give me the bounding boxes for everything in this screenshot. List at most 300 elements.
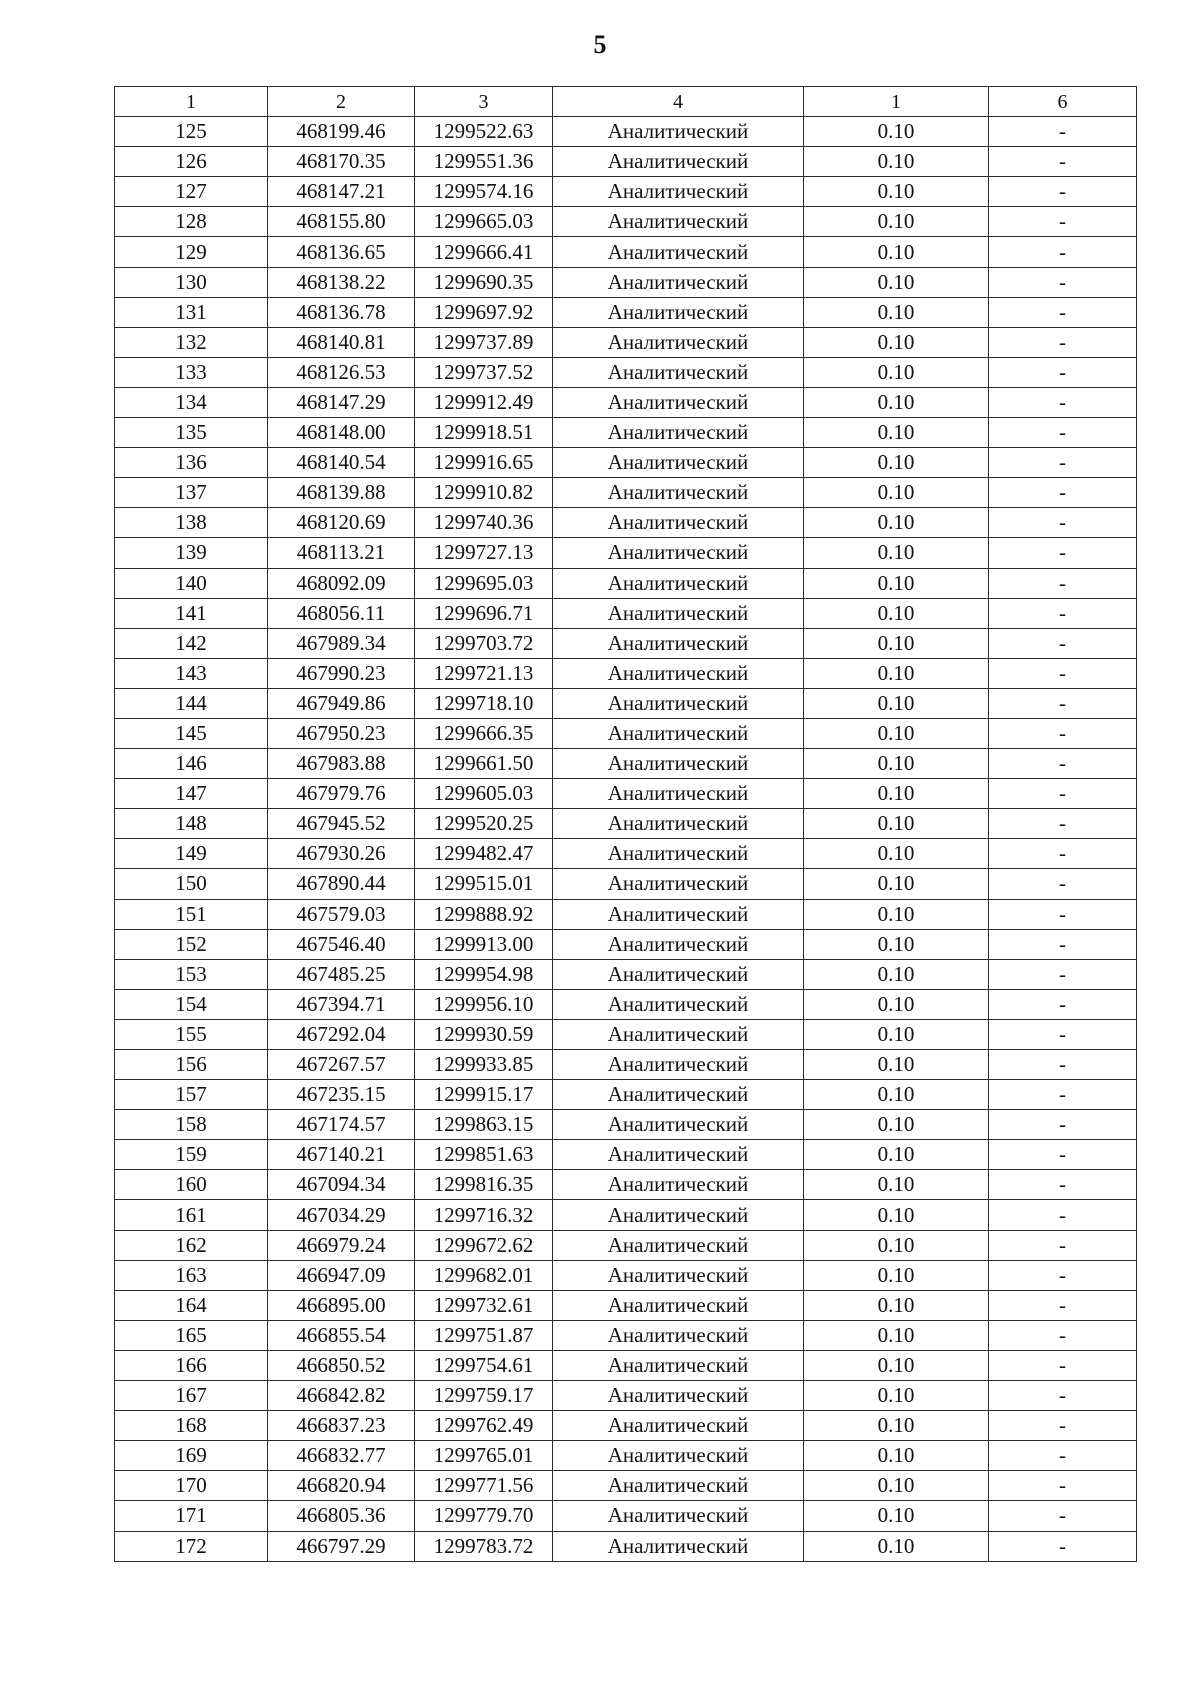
table-row xyxy=(115,929,1137,959)
point-number-cell: 143 xyxy=(115,658,268,688)
y-coordinate-cell: 1299930.59 xyxy=(415,1019,553,1049)
method-cell: Аналитический xyxy=(553,1411,804,1441)
table-row xyxy=(115,267,1137,297)
method-cell: Аналитический xyxy=(553,1471,804,1501)
table-row xyxy=(115,718,1137,748)
table-row xyxy=(115,448,1137,478)
point-number-cell: 151 xyxy=(115,899,268,929)
note-cell: - xyxy=(989,1019,1137,1049)
accuracy-cell: 0.10 xyxy=(804,598,989,628)
table-row xyxy=(115,1471,1137,1501)
method-cell: Аналитический xyxy=(553,448,804,478)
point-number-cell: 135 xyxy=(115,418,268,448)
table-row xyxy=(115,1381,1137,1411)
method-cell: Аналитический xyxy=(553,1019,804,1049)
header-cell-col2: 2 xyxy=(268,87,415,117)
table-row xyxy=(115,1411,1137,1441)
x-coordinate-cell: 467890.44 xyxy=(268,869,415,899)
point-number-cell: 128 xyxy=(115,207,268,237)
accuracy-cell: 0.10 xyxy=(804,1531,989,1561)
point-number-cell: 131 xyxy=(115,297,268,327)
note-cell: - xyxy=(989,538,1137,568)
method-cell: Аналитический xyxy=(553,779,804,809)
y-coordinate-cell: 1299816.35 xyxy=(415,1170,553,1200)
x-coordinate-cell: 466979.24 xyxy=(268,1230,415,1260)
point-number-cell: 152 xyxy=(115,929,268,959)
accuracy-cell: 0.10 xyxy=(804,929,989,959)
note-cell: - xyxy=(989,448,1137,478)
y-coordinate-cell: 1299933.85 xyxy=(415,1050,553,1080)
x-coordinate-cell: 468140.81 xyxy=(268,327,415,357)
point-number-cell: 133 xyxy=(115,357,268,387)
y-coordinate-cell: 1299910.82 xyxy=(415,478,553,508)
table-row xyxy=(115,1019,1137,1049)
table-row xyxy=(115,538,1137,568)
table-row xyxy=(115,177,1137,207)
table-header xyxy=(115,87,1137,117)
point-number-cell: 164 xyxy=(115,1290,268,1320)
table-row xyxy=(115,1320,1137,1350)
table-row xyxy=(115,297,1137,327)
method-cell: Аналитический xyxy=(553,1531,804,1561)
x-coordinate-cell: 466820.94 xyxy=(268,1471,415,1501)
table-row xyxy=(115,749,1137,779)
x-coordinate-cell: 468056.11 xyxy=(268,598,415,628)
x-coordinate-cell: 467140.21 xyxy=(268,1140,415,1170)
method-cell: Аналитический xyxy=(553,237,804,267)
page-number: 5 xyxy=(593,30,607,59)
note-cell: - xyxy=(989,418,1137,448)
y-coordinate-cell: 1299915.17 xyxy=(415,1080,553,1110)
table-row xyxy=(115,478,1137,508)
point-number-cell: 163 xyxy=(115,1260,268,1290)
note-cell: - xyxy=(989,809,1137,839)
y-coordinate-cell: 1299779.70 xyxy=(415,1501,553,1531)
table-row xyxy=(115,1200,1137,1230)
x-coordinate-cell: 468147.21 xyxy=(268,177,415,207)
accuracy-cell: 0.10 xyxy=(804,207,989,237)
note-cell: - xyxy=(989,1381,1137,1411)
point-number-cell: 141 xyxy=(115,598,268,628)
note-cell: - xyxy=(989,929,1137,959)
method-cell: Аналитический xyxy=(553,628,804,658)
accuracy-cell: 0.10 xyxy=(804,508,989,538)
x-coordinate-cell: 467235.15 xyxy=(268,1080,415,1110)
header-cell-col1: 1 xyxy=(115,87,268,117)
x-coordinate-cell: 467949.86 xyxy=(268,688,415,718)
x-coordinate-cell: 468092.09 xyxy=(268,568,415,598)
accuracy-cell: 0.10 xyxy=(804,718,989,748)
point-number-cell: 162 xyxy=(115,1230,268,1260)
x-coordinate-cell: 468170.35 xyxy=(268,147,415,177)
method-cell: Аналитический xyxy=(553,177,804,207)
x-coordinate-cell: 466895.00 xyxy=(268,1290,415,1320)
point-number-cell: 136 xyxy=(115,448,268,478)
y-coordinate-cell: 1299522.63 xyxy=(415,117,553,147)
accuracy-cell: 0.10 xyxy=(804,1350,989,1380)
y-coordinate-cell: 1299718.10 xyxy=(415,688,553,718)
point-number-cell: 161 xyxy=(115,1200,268,1230)
table-row xyxy=(115,779,1137,809)
y-coordinate-cell: 1299888.92 xyxy=(415,899,553,929)
table-row xyxy=(115,628,1137,658)
accuracy-cell: 0.10 xyxy=(804,1290,989,1320)
y-coordinate-cell: 1299682.01 xyxy=(415,1260,553,1290)
x-coordinate-cell: 468120.69 xyxy=(268,508,415,538)
table-row xyxy=(115,418,1137,448)
method-cell: Аналитический xyxy=(553,989,804,1019)
x-coordinate-cell: 467174.57 xyxy=(268,1110,415,1140)
note-cell: - xyxy=(989,1290,1137,1320)
accuracy-cell: 0.10 xyxy=(804,628,989,658)
y-coordinate-cell: 1299740.36 xyxy=(415,508,553,538)
note-cell: - xyxy=(989,1050,1137,1080)
point-number-cell: 167 xyxy=(115,1381,268,1411)
accuracy-cell: 0.10 xyxy=(804,538,989,568)
note-cell: - xyxy=(989,989,1137,1019)
note-cell: - xyxy=(989,1140,1137,1170)
x-coordinate-cell: 468148.00 xyxy=(268,418,415,448)
table-row xyxy=(115,1501,1137,1531)
point-number-cell: 134 xyxy=(115,387,268,417)
point-number-cell: 149 xyxy=(115,839,268,869)
y-coordinate-cell: 1299574.16 xyxy=(415,177,553,207)
table-row xyxy=(115,508,1137,538)
point-number-cell: 150 xyxy=(115,869,268,899)
accuracy-cell: 0.10 xyxy=(804,1230,989,1260)
method-cell: Аналитический xyxy=(553,809,804,839)
x-coordinate-cell: 467930.26 xyxy=(268,839,415,869)
x-coordinate-cell: 467979.76 xyxy=(268,779,415,809)
accuracy-cell: 0.10 xyxy=(804,1471,989,1501)
point-number-cell: 148 xyxy=(115,809,268,839)
y-coordinate-cell: 1299666.41 xyxy=(415,237,553,267)
note-cell: - xyxy=(989,1170,1137,1200)
note-cell: - xyxy=(989,1110,1137,1140)
point-number-cell: 127 xyxy=(115,177,268,207)
accuracy-cell: 0.10 xyxy=(804,959,989,989)
note-cell: - xyxy=(989,1411,1137,1441)
x-coordinate-cell: 468136.78 xyxy=(268,297,415,327)
method-cell: Аналитический xyxy=(553,387,804,417)
note-cell: - xyxy=(989,568,1137,598)
y-coordinate-cell: 1299696.71 xyxy=(415,598,553,628)
x-coordinate-cell: 468147.29 xyxy=(268,387,415,417)
point-number-cell: 140 xyxy=(115,568,268,598)
accuracy-cell: 0.10 xyxy=(804,989,989,1019)
x-coordinate-cell: 466797.29 xyxy=(268,1531,415,1561)
note-cell: - xyxy=(989,1260,1137,1290)
table-row xyxy=(115,688,1137,718)
method-cell: Аналитический xyxy=(553,839,804,869)
point-number-cell: 147 xyxy=(115,779,268,809)
x-coordinate-cell: 467267.57 xyxy=(268,1050,415,1080)
point-number-cell: 139 xyxy=(115,538,268,568)
point-number-cell: 126 xyxy=(115,147,268,177)
table-row xyxy=(115,147,1137,177)
point-number-cell: 138 xyxy=(115,508,268,538)
coordinates-table xyxy=(114,86,1137,1562)
method-cell: Аналитический xyxy=(553,749,804,779)
accuracy-cell: 0.10 xyxy=(804,1110,989,1140)
y-coordinate-cell: 1299762.49 xyxy=(415,1411,553,1441)
point-number-cell: 169 xyxy=(115,1441,268,1471)
method-cell: Аналитический xyxy=(553,117,804,147)
table-row xyxy=(115,357,1137,387)
x-coordinate-cell: 467546.40 xyxy=(268,929,415,959)
table-row xyxy=(115,207,1137,237)
accuracy-cell: 0.10 xyxy=(804,327,989,357)
note-cell: - xyxy=(989,387,1137,417)
accuracy-cell: 0.10 xyxy=(804,357,989,387)
accuracy-cell: 0.10 xyxy=(804,117,989,147)
note-cell: - xyxy=(989,1350,1137,1380)
point-number-cell: 125 xyxy=(115,117,268,147)
y-coordinate-cell: 1299956.10 xyxy=(415,989,553,1019)
header-row xyxy=(115,87,1137,117)
table-row xyxy=(115,1110,1137,1140)
method-cell: Аналитический xyxy=(553,1050,804,1080)
note-cell: - xyxy=(989,1230,1137,1260)
y-coordinate-cell: 1299482.47 xyxy=(415,839,553,869)
accuracy-cell: 0.10 xyxy=(804,237,989,267)
y-coordinate-cell: 1299913.00 xyxy=(415,929,553,959)
accuracy-cell: 0.10 xyxy=(804,1320,989,1350)
point-number-cell: 159 xyxy=(115,1140,268,1170)
y-coordinate-cell: 1299661.50 xyxy=(415,749,553,779)
accuracy-cell: 0.10 xyxy=(804,177,989,207)
note-cell: - xyxy=(989,1080,1137,1110)
y-coordinate-cell: 1299672.62 xyxy=(415,1230,553,1260)
accuracy-cell: 0.10 xyxy=(804,869,989,899)
y-coordinate-cell: 1299754.61 xyxy=(415,1350,553,1380)
accuracy-cell: 0.10 xyxy=(804,839,989,869)
note-cell: - xyxy=(989,1531,1137,1561)
y-coordinate-cell: 1299916.65 xyxy=(415,448,553,478)
x-coordinate-cell: 466805.36 xyxy=(268,1501,415,1531)
table-row xyxy=(115,1170,1137,1200)
note-cell: - xyxy=(989,297,1137,327)
y-coordinate-cell: 1299695.03 xyxy=(415,568,553,598)
table-row xyxy=(115,237,1137,267)
x-coordinate-cell: 467579.03 xyxy=(268,899,415,929)
table-row xyxy=(115,568,1137,598)
point-number-cell: 144 xyxy=(115,688,268,718)
y-coordinate-cell: 1299703.72 xyxy=(415,628,553,658)
table-row xyxy=(115,1260,1137,1290)
y-coordinate-cell: 1299520.25 xyxy=(415,809,553,839)
point-number-cell: 160 xyxy=(115,1170,268,1200)
x-coordinate-cell: 467983.88 xyxy=(268,749,415,779)
point-number-cell: 158 xyxy=(115,1110,268,1140)
y-coordinate-cell: 1299912.49 xyxy=(415,387,553,417)
note-cell: - xyxy=(989,508,1137,538)
note-cell: - xyxy=(989,357,1137,387)
y-coordinate-cell: 1299697.92 xyxy=(415,297,553,327)
table-row xyxy=(115,1290,1137,1320)
x-coordinate-cell: 468126.53 xyxy=(268,357,415,387)
x-coordinate-cell: 466842.82 xyxy=(268,1381,415,1411)
header-cell-col5: 1 xyxy=(804,87,989,117)
method-cell: Аналитический xyxy=(553,929,804,959)
method-cell: Аналитический xyxy=(553,1170,804,1200)
x-coordinate-cell: 466850.52 xyxy=(268,1350,415,1380)
point-number-cell: 146 xyxy=(115,749,268,779)
method-cell: Аналитический xyxy=(553,418,804,448)
y-coordinate-cell: 1299732.61 xyxy=(415,1290,553,1320)
note-cell: - xyxy=(989,117,1137,147)
table-row xyxy=(115,1050,1137,1080)
method-cell: Аналитический xyxy=(553,1501,804,1531)
method-cell: Аналитический xyxy=(553,1381,804,1411)
table-row xyxy=(115,387,1137,417)
x-coordinate-cell: 468155.80 xyxy=(268,207,415,237)
method-cell: Аналитический xyxy=(553,357,804,387)
point-number-cell: 165 xyxy=(115,1320,268,1350)
note-cell: - xyxy=(989,327,1137,357)
accuracy-cell: 0.10 xyxy=(804,147,989,177)
point-number-cell: 132 xyxy=(115,327,268,357)
accuracy-cell: 0.10 xyxy=(804,1441,989,1471)
table-row xyxy=(115,117,1137,147)
table-row xyxy=(115,598,1137,628)
x-coordinate-cell: 467989.34 xyxy=(268,628,415,658)
x-coordinate-cell: 466837.23 xyxy=(268,1411,415,1441)
table-row xyxy=(115,959,1137,989)
method-cell: Аналитический xyxy=(553,1200,804,1230)
point-number-cell: 166 xyxy=(115,1350,268,1380)
y-coordinate-cell: 1299665.03 xyxy=(415,207,553,237)
x-coordinate-cell: 468139.88 xyxy=(268,478,415,508)
note-cell: - xyxy=(989,147,1137,177)
y-coordinate-cell: 1299954.98 xyxy=(415,959,553,989)
note-cell: - xyxy=(989,207,1137,237)
y-coordinate-cell: 1299666.35 xyxy=(415,718,553,748)
note-cell: - xyxy=(989,1320,1137,1350)
accuracy-cell: 0.10 xyxy=(804,1019,989,1049)
note-cell: - xyxy=(989,478,1137,508)
y-coordinate-cell: 1299759.17 xyxy=(415,1381,553,1411)
point-number-cell: 137 xyxy=(115,478,268,508)
note-cell: - xyxy=(989,869,1137,899)
note-cell: - xyxy=(989,267,1137,297)
x-coordinate-cell: 466947.09 xyxy=(268,1260,415,1290)
table-row xyxy=(115,899,1137,929)
note-cell: - xyxy=(989,1501,1137,1531)
method-cell: Аналитический xyxy=(553,1441,804,1471)
method-cell: Аналитический xyxy=(553,899,804,929)
x-coordinate-cell: 468138.22 xyxy=(268,267,415,297)
point-number-cell: 145 xyxy=(115,718,268,748)
header-cell-col6: 6 xyxy=(989,87,1137,117)
method-cell: Аналитический xyxy=(553,478,804,508)
y-coordinate-cell: 1299737.89 xyxy=(415,327,553,357)
method-cell: Аналитический xyxy=(553,1230,804,1260)
point-number-cell: 154 xyxy=(115,989,268,1019)
y-coordinate-cell: 1299918.51 xyxy=(415,418,553,448)
accuracy-cell: 0.10 xyxy=(804,1080,989,1110)
method-cell: Аналитический xyxy=(553,1080,804,1110)
point-number-cell: 130 xyxy=(115,267,268,297)
x-coordinate-cell: 467485.25 xyxy=(268,959,415,989)
point-number-cell: 129 xyxy=(115,237,268,267)
accuracy-cell: 0.10 xyxy=(804,1200,989,1230)
method-cell: Аналитический xyxy=(553,658,804,688)
y-coordinate-cell: 1299737.52 xyxy=(415,357,553,387)
point-number-cell: 153 xyxy=(115,959,268,989)
accuracy-cell: 0.10 xyxy=(804,1170,989,1200)
header-cell-col4: 4 xyxy=(553,87,804,117)
y-coordinate-cell: 1299690.35 xyxy=(415,267,553,297)
table-row xyxy=(115,1350,1137,1380)
method-cell: Аналитический xyxy=(553,568,804,598)
accuracy-cell: 0.10 xyxy=(804,779,989,809)
note-cell: - xyxy=(989,959,1137,989)
accuracy-cell: 0.10 xyxy=(804,568,989,598)
accuracy-cell: 0.10 xyxy=(804,899,989,929)
note-cell: - xyxy=(989,779,1137,809)
x-coordinate-cell: 467945.52 xyxy=(268,809,415,839)
note-cell: - xyxy=(989,628,1137,658)
method-cell: Аналитический xyxy=(553,207,804,237)
accuracy-cell: 0.10 xyxy=(804,1381,989,1411)
table-row xyxy=(115,809,1137,839)
x-coordinate-cell: 467394.71 xyxy=(268,989,415,1019)
accuracy-cell: 0.10 xyxy=(804,297,989,327)
accuracy-cell: 0.10 xyxy=(804,1501,989,1531)
note-cell: - xyxy=(989,1200,1137,1230)
table-body xyxy=(115,117,1137,1562)
point-number-cell: 156 xyxy=(115,1050,268,1080)
method-cell: Аналитический xyxy=(553,297,804,327)
accuracy-cell: 0.10 xyxy=(804,658,989,688)
accuracy-cell: 0.10 xyxy=(804,1411,989,1441)
method-cell: Аналитический xyxy=(553,869,804,899)
x-coordinate-cell: 467950.23 xyxy=(268,718,415,748)
accuracy-cell: 0.10 xyxy=(804,1260,989,1290)
point-number-cell: 168 xyxy=(115,1411,268,1441)
y-coordinate-cell: 1299605.03 xyxy=(415,779,553,809)
method-cell: Аналитический xyxy=(553,327,804,357)
y-coordinate-cell: 1299721.13 xyxy=(415,658,553,688)
point-number-cell: 142 xyxy=(115,628,268,658)
y-coordinate-cell: 1299551.36 xyxy=(415,147,553,177)
y-coordinate-cell: 1299765.01 xyxy=(415,1441,553,1471)
x-coordinate-cell: 466832.77 xyxy=(268,1441,415,1471)
x-coordinate-cell: 466855.54 xyxy=(268,1320,415,1350)
note-cell: - xyxy=(989,839,1137,869)
note-cell: - xyxy=(989,749,1137,779)
point-number-cell: 171 xyxy=(115,1501,268,1531)
note-cell: - xyxy=(989,237,1137,267)
accuracy-cell: 0.10 xyxy=(804,1140,989,1170)
table-row xyxy=(115,1441,1137,1471)
accuracy-cell: 0.10 xyxy=(804,478,989,508)
x-coordinate-cell: 467034.29 xyxy=(268,1200,415,1230)
table-row xyxy=(115,839,1137,869)
accuracy-cell: 0.10 xyxy=(804,1050,989,1080)
table-row xyxy=(115,1230,1137,1260)
y-coordinate-cell: 1299751.87 xyxy=(415,1320,553,1350)
accuracy-cell: 0.10 xyxy=(804,387,989,417)
note-cell: - xyxy=(989,1471,1137,1501)
y-coordinate-cell: 1299783.72 xyxy=(415,1531,553,1561)
method-cell: Аналитический xyxy=(553,508,804,538)
note-cell: - xyxy=(989,658,1137,688)
y-coordinate-cell: 1299863.15 xyxy=(415,1110,553,1140)
method-cell: Аналитический xyxy=(553,1140,804,1170)
note-cell: - xyxy=(989,1441,1137,1471)
